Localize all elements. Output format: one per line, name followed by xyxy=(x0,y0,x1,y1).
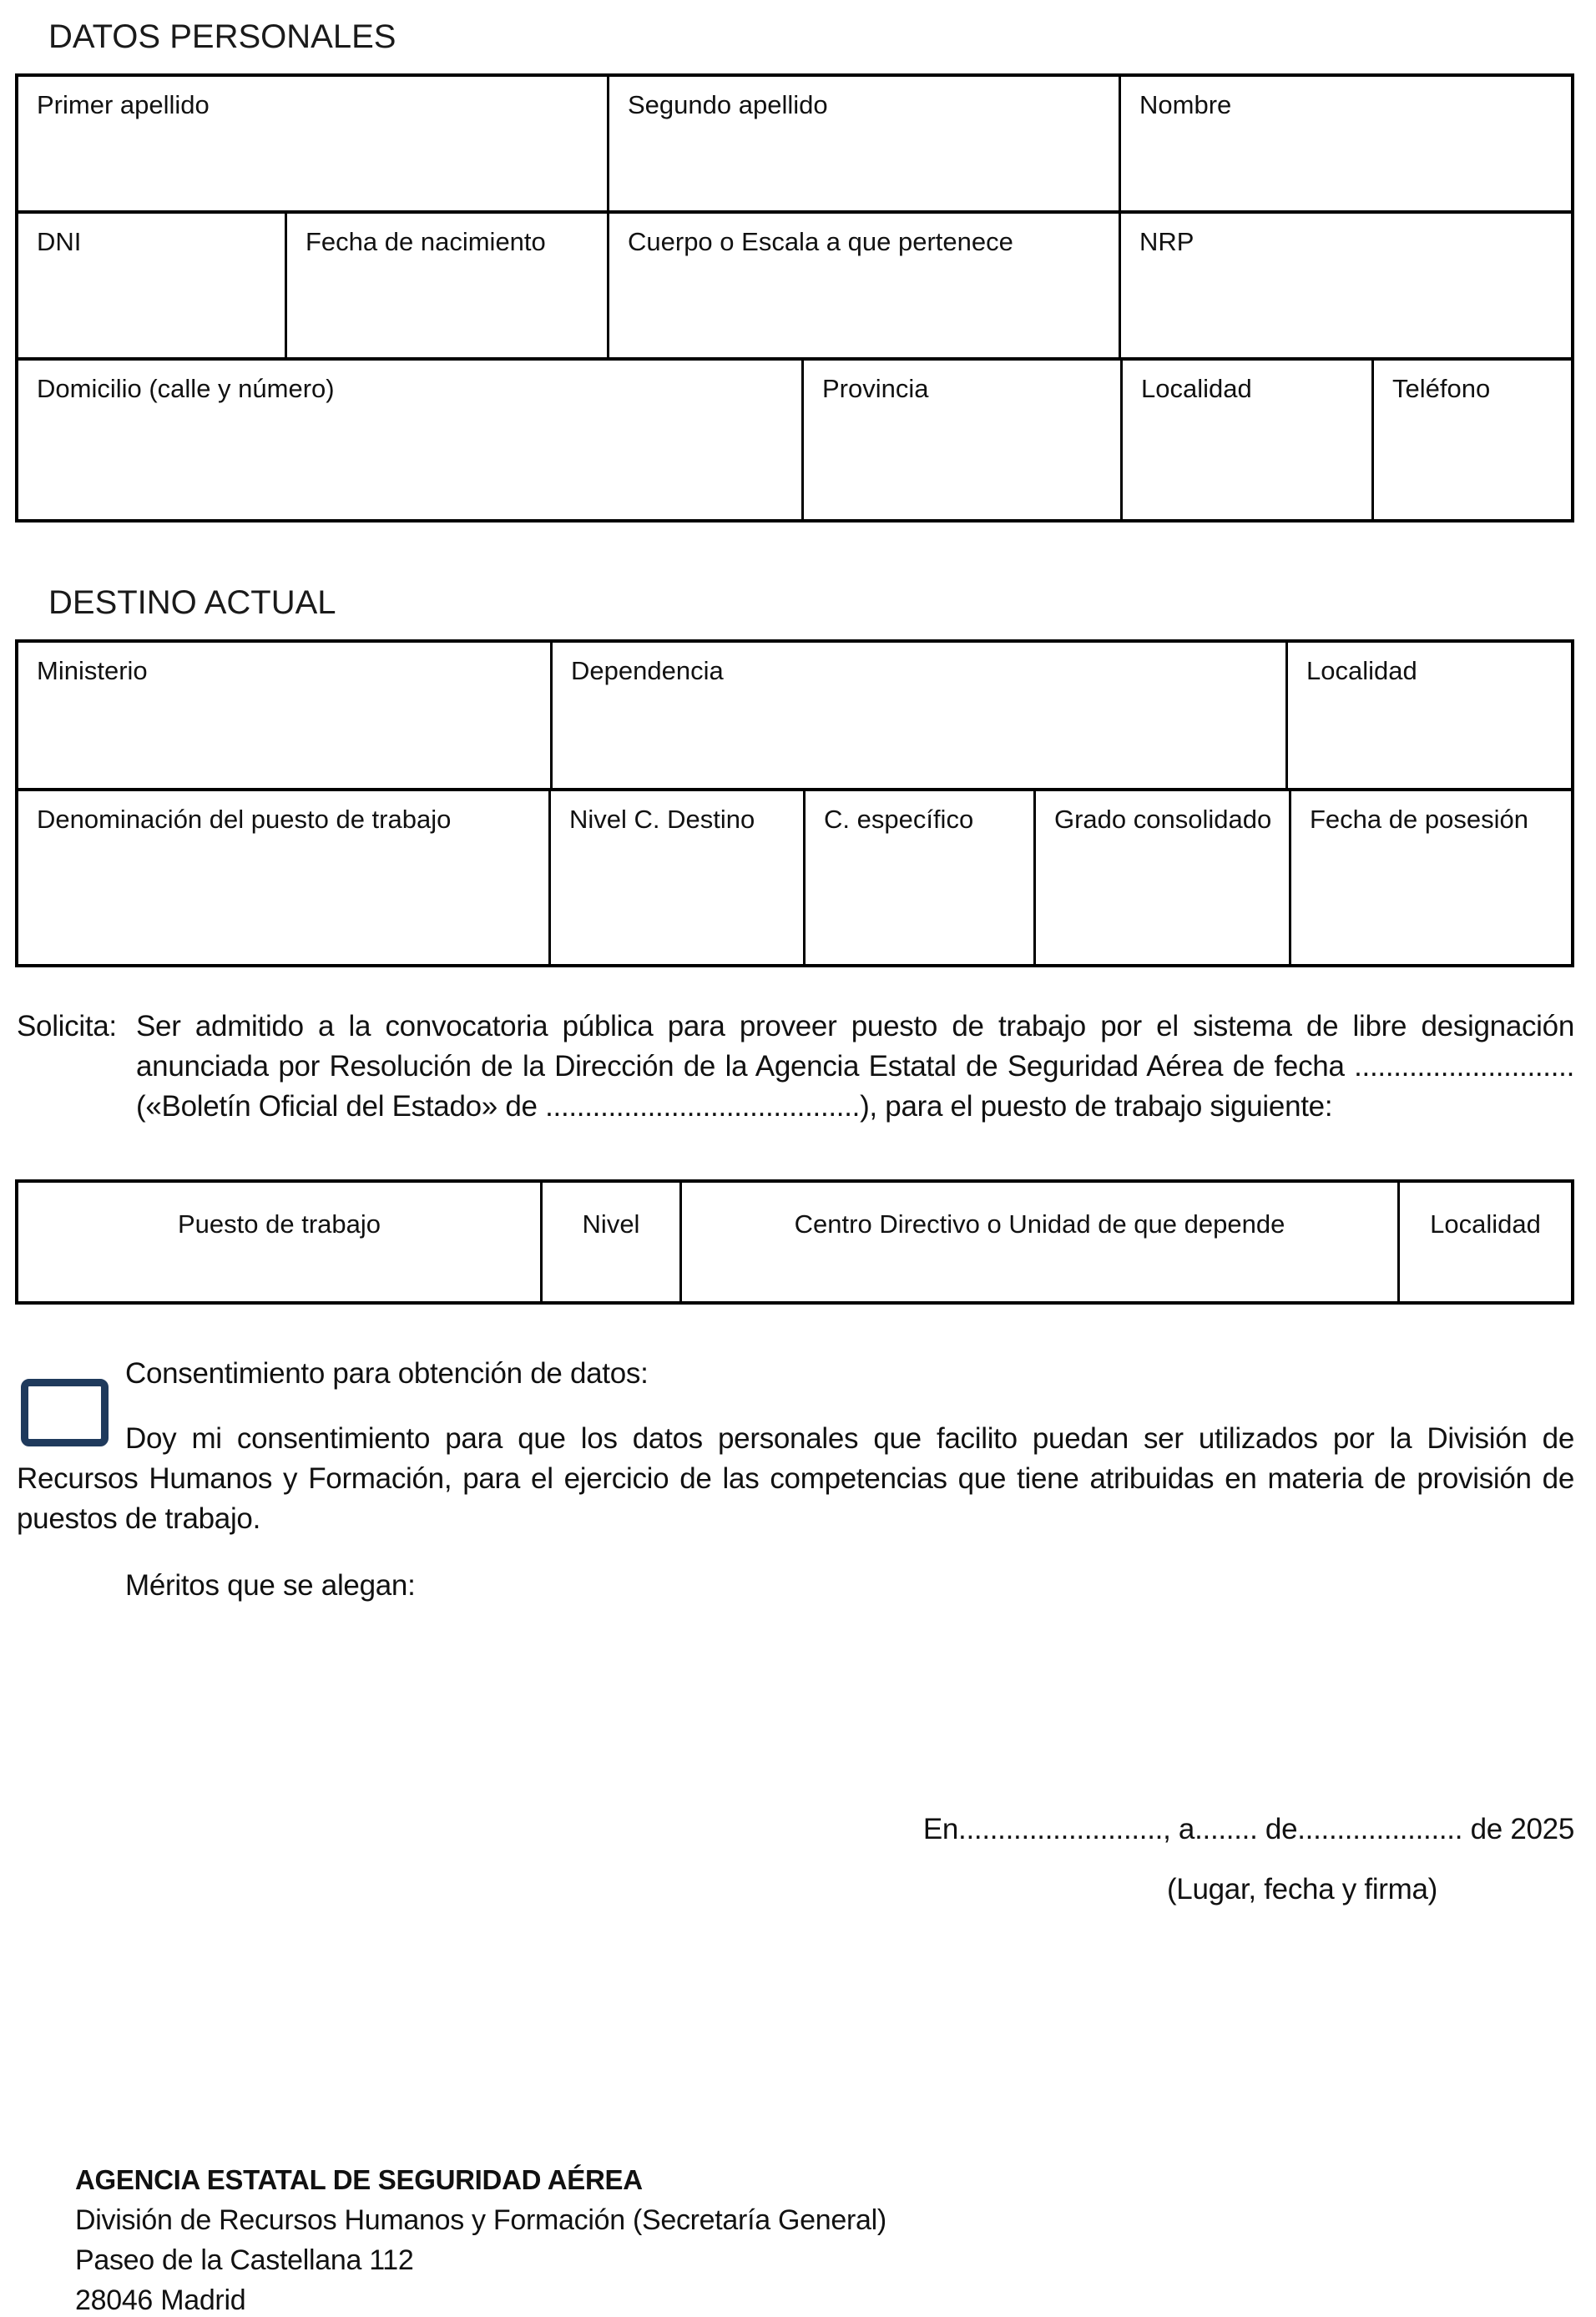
header-centro-directivo: Centro Directivo o Unidad de que depende xyxy=(682,1183,1400,1301)
field-nivel-c-destino: Nivel C. Destino xyxy=(551,791,806,964)
table-row xyxy=(18,1183,1571,1301)
field-nrp: NRP xyxy=(1139,227,1194,256)
field-denominacion-puesto: Denominación del puesto de trabajo xyxy=(18,791,551,964)
header-localidad: Localidad xyxy=(1430,1209,1541,1239)
consent-heading: Consentimiento para obtención de datos: xyxy=(125,1357,649,1390)
table-row xyxy=(18,643,1571,791)
header-nivel: Nivel xyxy=(543,1183,682,1301)
field-c-especifico: C. específico xyxy=(806,791,1036,964)
field-ministerio: Ministerio xyxy=(18,643,553,788)
table-row xyxy=(18,791,1571,964)
field-segundo-apellido: Segundo apellido xyxy=(609,77,1121,210)
field-localidad-destino: Localidad xyxy=(1306,656,1417,685)
date-line: En.........................., a........ de..................... de 2025 xyxy=(922,1813,1574,1845)
field-fecha-nacimiento: Fecha de nacimiento xyxy=(287,214,609,357)
datos-personales-title: DATOS PERSONALES xyxy=(48,18,396,55)
footer-city: 28046 Madrid xyxy=(75,2284,246,2316)
footer-street: Paseo de la Castellana 112 xyxy=(75,2244,414,2276)
table-row xyxy=(18,214,1571,361)
lugar-fecha-firma-line: (Lugar, fecha y firma) xyxy=(1166,1873,1438,1906)
field-telefono: Teléfono xyxy=(1392,374,1491,403)
field-grado-consolidado: Grado consolidado xyxy=(1036,791,1291,964)
field-provincia: Provincia xyxy=(804,361,1123,519)
consent-line-2: Recursos Humanos y Formación, para el ejercicio de las competencias que tiene atribuidas en materia de provisión de xyxy=(17,1462,1574,1495)
table-row xyxy=(18,77,1571,214)
solicita-line-3: («Boletín Oficial del Estado» de ........................................), para el puesto de trabajo siguiente: xyxy=(136,1090,1333,1123)
consent-checkbox[interactable] xyxy=(21,1379,109,1446)
footer-division: División de Recursos Humanos y Formación (Secretaría General) xyxy=(75,2204,886,2236)
field-dependencia: Dependencia xyxy=(553,643,1288,788)
field-primer-apellido: Primer apellido xyxy=(18,77,609,210)
meritos-label: Méritos que se alegan: xyxy=(125,1569,416,1602)
datos-personales-table xyxy=(15,73,1574,522)
solicita-line-2: anunciada por Resolución de la Dirección de la Agencia Estatal de Seguridad Aérea de fecha ............................ xyxy=(136,1050,1574,1083)
consent-line-3: puestos de trabajo. xyxy=(17,1502,261,1535)
field-fecha-posesion: Fecha de posesión xyxy=(1310,805,1528,834)
solicita-label: Solicita: xyxy=(17,1010,117,1042)
field-domicilio: Domicilio (calle y número) xyxy=(18,361,804,519)
field-nombre: Nombre xyxy=(1139,90,1232,119)
puesto-solicitado-table xyxy=(15,1179,1574,1305)
field-cuerpo-escala: Cuerpo o Escala a que pertenece xyxy=(609,214,1121,357)
consent-line-1: Doy mi consentimiento para que los datos personales que facilito puedan ser utilizados por la División de xyxy=(125,1422,1574,1455)
destino-actual-table xyxy=(15,639,1574,967)
solicita-line-1: Ser admitido a la convocatoria pública para proveer puesto de trabajo por el sistema de libre designación xyxy=(136,1010,1574,1042)
table-row xyxy=(18,361,1571,519)
field-dni: DNI xyxy=(18,214,287,357)
footer-agency-name: AGENCIA ESTATAL DE SEGURIDAD AÉREA xyxy=(75,2164,643,2195)
destino-actual-title: DESTINO ACTUAL xyxy=(48,584,336,621)
field-localidad: Localidad xyxy=(1123,361,1374,519)
header-puesto-de-trabajo: Puesto de trabajo xyxy=(18,1183,543,1301)
